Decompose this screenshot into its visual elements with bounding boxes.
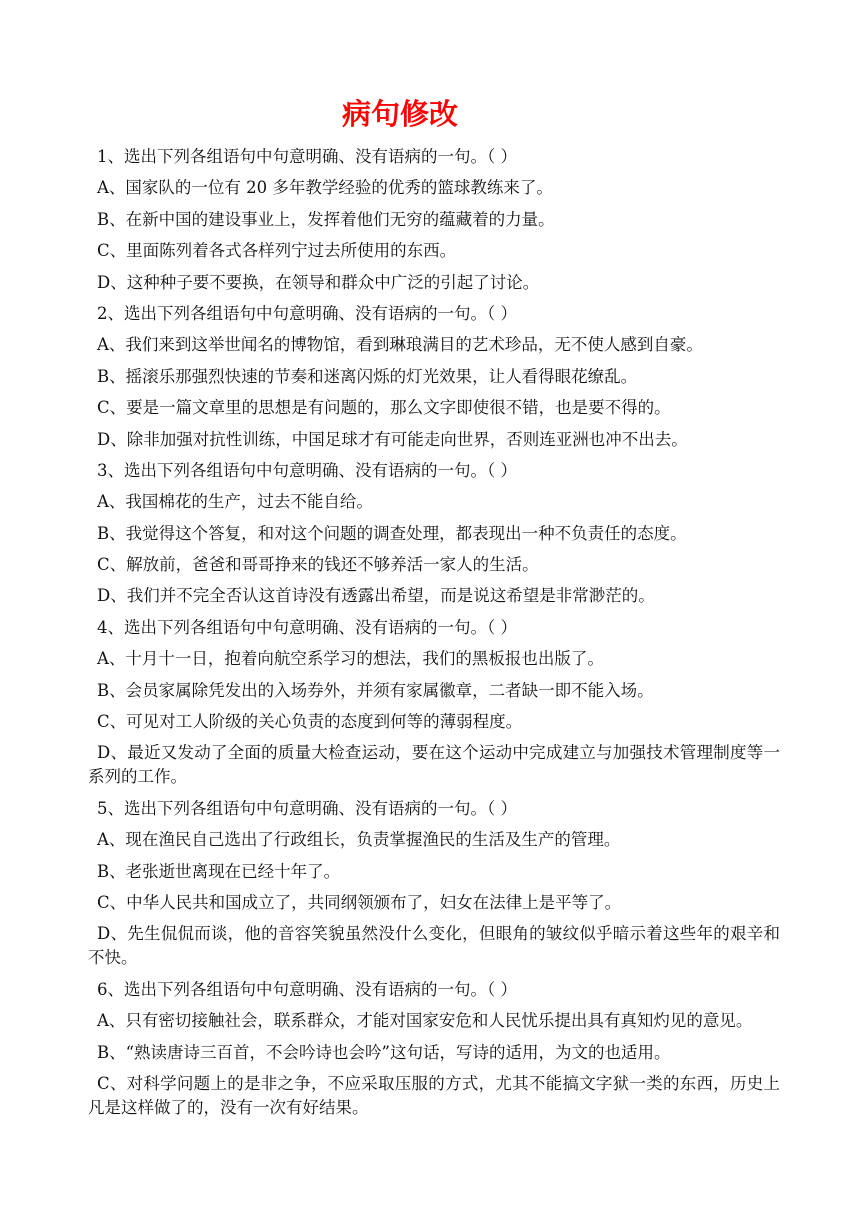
question-1-option-d: D、这种种子要不要换，在领导和群众中广泛的引起了讨论。: [97, 272, 540, 292]
question-6-option-c: C、对科学问题上的是非之争，不应采取压服的方式，尤其不能搞文字狱一类的东西，历史上凡是这样做了的，没有一次有好结果。: [88, 1073, 780, 1117]
question-4-option-a: A、十月十一日，抱着向航空系学习的想法，我们的黑板报也出版了。: [97, 649, 604, 669]
question-2-stem: 2、选出下列各组语句中句意明确、没有语病的一句。（ ）: [97, 303, 517, 323]
question-5-option-b: B、老张逝世离现在已经十年了。: [97, 861, 341, 881]
question-6-option-a: A、只有密切接触社会，联系群众，才能对国家安危和人民忧乐提出具有真知灼见的意见。: [97, 1011, 753, 1031]
question-3-option-b: B、我觉得这个答复，和对这个问题的调查处理，都表现出一种不负责任的态度。: [97, 523, 687, 543]
question-1-stem: 1、选出下列各组语句中句意明确、没有语病的一句。（ ）: [97, 147, 517, 166]
question-2-option-d: D、除非加强对抗性训练，中国足球才有可能走向世界，否则连亚洲也冲不出去。: [97, 429, 688, 449]
question-6-stem: 6、选出下列各组语句中句意明确、没有语病的一句。（ ）: [97, 979, 517, 999]
question-1-option-b: B、在新中国的建设事业上，发挥着他们无穷的蕴藏着的力量。: [97, 209, 555, 229]
question-2-option-c: C、要是一篇文章里的思想是有问题的，那么文字即使很不错，也是要不得的。: [97, 398, 671, 418]
question-1-option-c: C、里面陈列着各式各样列宁过去所使用的东西。: [97, 241, 457, 261]
question-3-option-c: C、解放前，爸爸和哥哥挣来的钱还不够养活一家人的生活。: [97, 555, 539, 575]
question-6-option-b: B、“熟读唐诗三百首，不会吟诗也会吟”这句话，写诗的适用，为文的也适用。: [97, 1042, 671, 1062]
question-5-option-a: A、现在渔民自己选出了行政组长，负责掌握渔民的生活及生产的管理。: [97, 830, 621, 850]
question-3-option-d: D、我们并不完全否认这首诗没有透露出希望，而是说这希望是非常渺茫的。: [97, 586, 655, 606]
question-5-option-c: C、中华人民共和国成立了，共同纲领颁布了，妇女在法律上是平等了。: [97, 892, 622, 912]
question-4-option-b: B、会员家属除凭发出的入场券外，并须有家属徽章，二者缺一即不能入场。: [97, 680, 654, 700]
question-2-option-a: A、我们来到这举世闻名的博物馆，看到琳琅满目的艺术珍品，无不使人感到自豪。: [97, 335, 703, 355]
document-title: 病句修改: [341, 97, 458, 131]
question-2-option-b: B、摇滚乐那强烈快速的节奏和迷离闪烁的灯光效果，让人看得眼花缭乱。: [97, 366, 638, 386]
question-4-stem: 4、选出下列各组语句中句意明确、没有语病的一句。（ ）: [97, 617, 517, 637]
question-1-option-a: A、国家队的一位有 20 多年教学经验的优秀的篮球教练来了。: [97, 178, 553, 198]
question-4-option-c: C、可见对工人阶级的关心负责的态度到何等的薄弱程度。: [97, 712, 523, 732]
document-body: [88, 145, 780, 1127]
question-3-stem: 3、选出下列各组语句中句意明确、没有语病的一句。（ ）: [97, 460, 517, 480]
question-4-option-d: D、最近又发动了全面的质量大检查运动，要在这个运动中完成建立与加强技术管理制度等一系列的工作。: [88, 743, 780, 787]
question-5-stem: 5、选出下列各组语句中句意明确、没有语病的一句。（ ）: [97, 798, 517, 818]
question-5-option-d: D、先生侃侃而谈，他的音容笑貌虽然没什么变化，但眼角的皱纹似乎暗示着这些年的艰辛和不快。: [88, 924, 780, 968]
question-3-option-a: A、我国棉花的生产，过去不能自给。: [97, 492, 373, 512]
title-container: [0, 94, 800, 134]
